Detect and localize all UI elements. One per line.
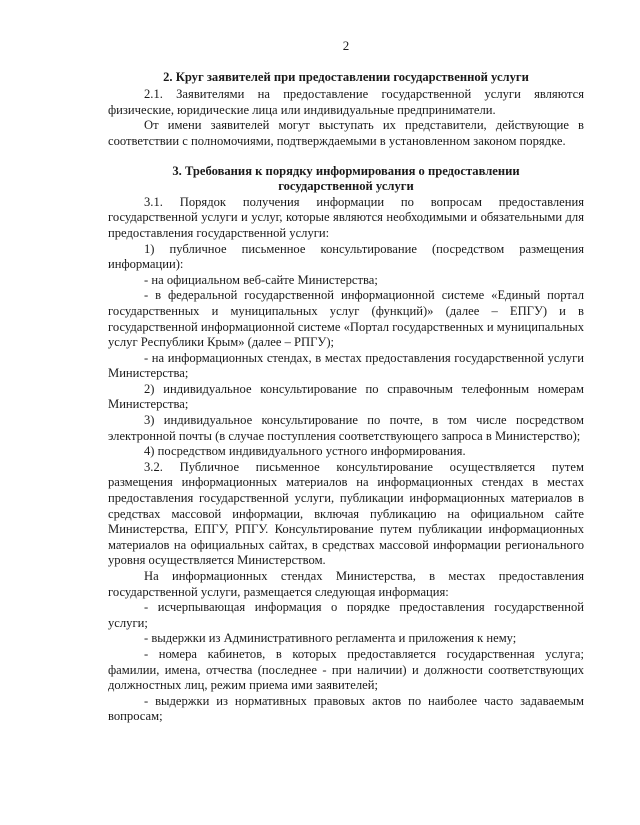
list-item-epgu-rpgu: - в федеральной государственной информационной системе «Единый портал государственных и муниципальных услуг (функций)» (далее – ЕПГУ) и в государственной информационной системе «Портал государственных и муниципальных услуг Республики Крым» (далее – РПГУ); <box>108 288 584 350</box>
list-item-legal-extracts: - выдержки из нормативных правовых актов по наиболее часто задаваемым вопросам; <box>108 693 584 724</box>
list-item-website: - на официальном веб-сайте Министерства; <box>144 272 378 287</box>
list-item-exhaustive-info: - исчерпывающая информация о порядке предоставления государственной услуги; <box>108 600 584 630</box>
list-item-phone: 2) индивидуальное консультирование по справочным телефонным номерам Министерства; <box>108 381 584 412</box>
list-item-office-numbers: - номера кабинетов, в которых предоставляется государственная услуга; фамилии, имена, отчества (последнее - при наличии) и должности соответствующих должностных лиц, режим приема ими заявителей; <box>108 646 584 693</box>
list-item-mail: 3) индивидуальное консультирование по почте, в том числе посредством электронной почты (в случае поступления соответствующего запроса в Министерство); <box>108 413 584 443</box>
section-3-heading-line-1: 3. Требования к порядку информирования о предоставлении <box>172 163 520 178</box>
list-item-regulation-extracts: - выдержки из Административного регламента и приложения к нему; <box>144 631 517 646</box>
paragraph-3-2: 3.2. Публичное письменное консультирование осуществляется путем размещения информационных материалов на информационных стендах в местах предоставления государственной услуги, публикации информационных материалов в средствах массовой информации, включая публикацию на официальном сайте Министерства, ЕПГУ, РПГУ. Консультирование путем публикации информационных материалов на официальных сайтах, в средствах массовой информации регионального уровня осуществляется Министерством. <box>108 459 584 568</box>
paragraph-stands-info: На информационных стендах Министерства, в местах предоставления государственной услуги, размещается следующая информация: <box>108 569 584 599</box>
document-page <box>108 38 584 725</box>
section-3-heading-line-2: государственной услуги <box>278 179 414 194</box>
list-item-info-stands: - на информационных стендах, в местах предоставления государственной услуги Министерства; <box>108 350 584 381</box>
paragraph-3-1: 3.1. Порядок получения информации по вопросам предоставления государственной услуги и услуг, которые являются необходимыми и обязательными для предоставления государственной услуги: <box>108 194 584 240</box>
section-2-heading: 2. Круг заявителей при предоставлении государственной услуги <box>163 69 529 84</box>
paragraph-2-1: 2.1. Заявителями на предоставление государственной услуги являются физические, юридические лица или индивидуальные предприниматели. <box>108 87 584 117</box>
list-item-oral: 4) посредством индивидуального устного информирования. <box>144 444 466 459</box>
page-number: 2 <box>342 38 350 53</box>
list-item-public-written: 1) публичное письменное консультирование (посредством размещения информации): <box>108 241 584 272</box>
paragraph-representatives: От имени заявителей могут выступать их представители, действующие в соответствии с полномочиями, подтверждаемыми в установленном законом порядке. <box>108 118 584 148</box>
